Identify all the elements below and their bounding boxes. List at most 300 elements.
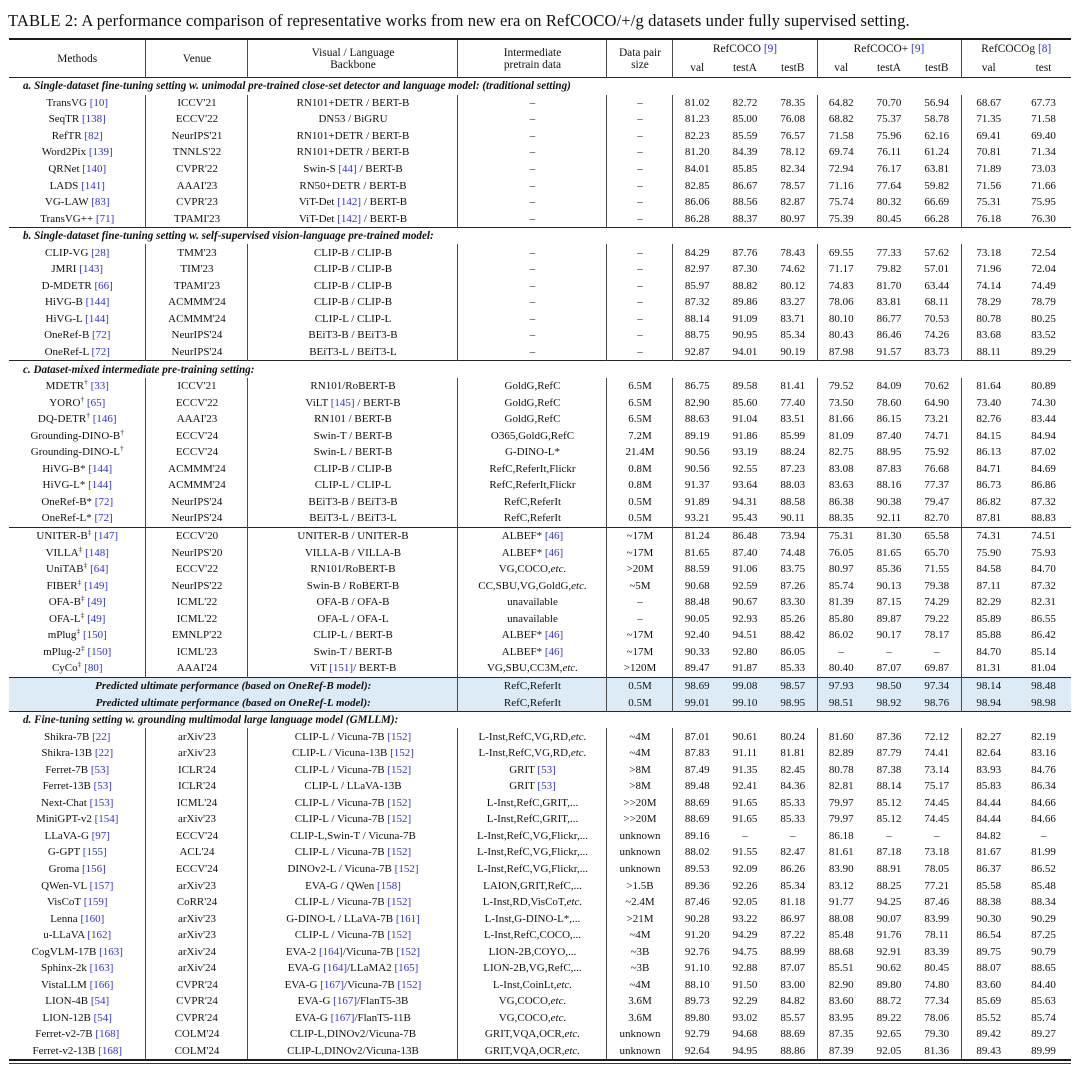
refcocog-val-cell: 75.31: [961, 194, 1016, 211]
pretrain-data-cell: RefC,ReferIt: [458, 677, 607, 694]
refcocog-val-cell: 88.07: [961, 960, 1016, 977]
refcoco-testa-cell: 91.04: [732, 413, 758, 426]
citation-ref[interactable]: [28]: [91, 246, 110, 259]
col-group-refcoco-plus: RefCOCO+ [9]: [817, 39, 961, 59]
refcocog-val-cell: 80.78: [961, 311, 1016, 328]
venue-cell: NeurIPS'24: [146, 510, 248, 527]
refcocog-val-cell: 84.71: [961, 461, 1016, 478]
refcoco-testb-cell: 76.57: [780, 129, 806, 142]
citation-ref[interactable]: [168]: [98, 1044, 122, 1057]
pretrain-data-cell: LION-2B,VG,RefC,...: [458, 960, 607, 977]
backbone-cell: CLIP-L / Vicuna-7B [152]: [248, 894, 458, 911]
refcoco-testb-cell: 85.57: [780, 1011, 806, 1024]
refcoco-val-cell: 86.28: [673, 210, 721, 227]
refcoco-val-cell: 92.87: [673, 344, 721, 361]
refcoco-val-cell: 88.48: [673, 594, 721, 611]
venue-cell: COLM'24: [146, 1026, 248, 1043]
citation-ref[interactable]: [144]: [88, 479, 112, 492]
citation-ref[interactable]: [152]: [387, 929, 412, 942]
refcoco-plus-testa-cell: 88.95: [876, 446, 902, 459]
refcocog-test-cell: 67.73: [1031, 96, 1056, 109]
venue-cell: arXiv'23: [146, 927, 248, 944]
refcocog-test-cell: 87.02: [1031, 446, 1056, 459]
citation-ref[interactable]: [152]: [387, 896, 412, 909]
venue-cell: TNNLS'22: [146, 144, 248, 161]
refcoco-testb-cell: 78.57: [780, 179, 806, 192]
refcocog-val-cell: 87.81: [961, 510, 1016, 527]
table-row: [9, 778, 1071, 795]
table-row: [9, 494, 1071, 511]
citation-ref[interactable]: [53]: [537, 780, 556, 793]
citation-ref[interactable]: [71]: [95, 212, 115, 225]
method-cell: Lenna [160]: [50, 912, 105, 925]
backbone-cell: Swin-T / BERT-B: [248, 427, 458, 444]
refcocog-val-cell: 85.52: [961, 1010, 1016, 1027]
citation-ref[interactable]: [152]: [394, 862, 419, 875]
method-cell: FIBER‡ [149]: [46, 577, 108, 592]
refcocog-test-cell: 75.95: [1031, 196, 1056, 209]
citation-ref[interactable]: [65]: [86, 396, 106, 409]
refcocog-val-cell: 71.96: [961, 261, 1016, 278]
subcol-refcocog-val: val: [961, 59, 1016, 78]
citation-ref[interactable]: [72]: [94, 512, 113, 525]
backbone-cell: RN101/RoBERT-B: [248, 561, 458, 578]
refcocog-val-cell: 69.41: [961, 128, 1016, 145]
refcoco-plus-testa-cell: 79.82: [876, 263, 902, 276]
refcocog-val-cell: 71.56: [961, 177, 1016, 194]
refcoco-testb-cell: 87.07: [780, 962, 806, 975]
refcoco-plus-testb-cell: 63.81: [924, 163, 950, 175]
pretrain-data-cell: –: [458, 278, 607, 295]
data-pair-size-cell: 3.6M: [607, 1010, 673, 1027]
refcoco-testb-cell: 84.82: [780, 995, 806, 1008]
citation-ref[interactable]: [152]: [397, 978, 422, 991]
refcoco-plus-testa-cell: 88.14: [876, 780, 902, 793]
method-cell: HiVG-L* [144]: [42, 479, 112, 492]
data-pair-size-cell: –: [607, 111, 673, 128]
backbone-cell: Swin-L / BERT-B: [248, 444, 458, 461]
citation-ref[interactable]: [142]: [337, 212, 362, 225]
method-cell: TransVG [10]: [46, 96, 109, 109]
venue-cell: arXiv'23: [146, 811, 248, 828]
refcocog-test-cell: 82.19: [1031, 730, 1056, 743]
refcocog-val-cell: 81.31: [961, 660, 1016, 677]
citation-ref[interactable]: [9]: [763, 43, 778, 56]
refcoco-plus-testa-cell: 76.11: [876, 146, 902, 159]
citation-ref[interactable]: [144]: [85, 296, 110, 309]
pretrain-data-cell: L-Inst,RD,VisCoT,etc.: [458, 894, 607, 911]
refcoco-testa-cell: 89.86: [732, 296, 758, 309]
citation-ref[interactable]: [139]: [88, 146, 113, 159]
refcoco-val-cell: 87.46: [673, 894, 721, 911]
refcoco-plus-testb-cell: 77.34: [924, 995, 950, 1008]
citation-ref[interactable]: [161]: [395, 912, 420, 925]
subcol-refcoco-val: val: [673, 59, 721, 78]
citation-ref[interactable]: [164]: [323, 962, 348, 975]
pretrain-data-cell: unavailable: [458, 611, 607, 628]
refcoco-val-cell: 92.40: [673, 627, 721, 644]
subcol-refcoco-testb: testB: [781, 61, 805, 74]
refcoco-plus-testb-cell: 73.21: [924, 413, 950, 426]
pretrain-data-cell: RefC,ReferIt: [458, 494, 607, 511]
refcocog-val-cell: 78.29: [961, 294, 1016, 311]
citation-ref[interactable]: [145]: [330, 396, 355, 409]
refcoco-plus-testb-cell: 77.37: [924, 479, 950, 492]
refcoco-testa-cell: 91.65: [732, 796, 758, 809]
citation-ref[interactable]: [152]: [387, 730, 412, 743]
data-pair-size-cell: 21.4M: [607, 444, 673, 461]
refcoco-val-cell: 89.19: [673, 427, 721, 444]
data-pair-size-cell: ~17M: [607, 627, 673, 644]
data-pair-size-cell: –: [607, 294, 673, 311]
method-cell: Groma [156]: [48, 862, 106, 875]
refcoco-testb-cell: 88.03: [780, 479, 806, 492]
refcoco-testa-cell: 91.09: [732, 312, 758, 325]
citation-ref[interactable]: [166]: [89, 978, 114, 991]
refcoco-plus-testb-cell: –: [934, 829, 940, 842]
table-row: [9, 1010, 1071, 1027]
citation-ref[interactable]: [80]: [84, 662, 103, 675]
refcoco-testa-cell: 92.29: [732, 995, 758, 1008]
refcoco-testa-cell: 92.59: [732, 579, 758, 592]
refcoco-plus-testa-cell: 87.40: [876, 429, 902, 442]
refcoco-testb-cell: 88.69: [780, 1028, 806, 1041]
pretrain-data-cell: GRIT [53]: [458, 778, 607, 795]
citation-ref[interactable]: [152]: [387, 846, 412, 859]
citation-ref[interactable]: [150]: [87, 645, 112, 658]
refcoco-plus-testa-cell: 77.33: [876, 246, 902, 259]
table-row: [9, 877, 1071, 894]
refcoco-plus-testb-cell: 73.14: [924, 763, 950, 776]
citation-ref[interactable]: [44]: [338, 163, 357, 175]
data-pair-size-cell: –: [607, 278, 673, 295]
pretrain-data-cell: VG,COCO,etc.: [458, 1010, 607, 1027]
citation-ref[interactable]: [33]: [90, 380, 109, 393]
refcoco-plus-testb-cell: 74.80: [924, 978, 950, 991]
venue-cell: ICLR'24: [146, 761, 248, 778]
citation-ref[interactable]: [72]: [94, 495, 114, 508]
table-row: [9, 527, 1071, 544]
refcocog-val-cell: 82.27: [961, 728, 1016, 745]
citation-ref[interactable]: [141]: [81, 179, 105, 192]
refcoco-plus-val-cell: 82.75: [817, 444, 865, 461]
refcocog-test-cell: 84.40: [1031, 978, 1056, 991]
citation-ref[interactable]: [149]: [84, 579, 108, 592]
refcocog-val-cell: 84.58: [961, 561, 1016, 578]
citation-ref[interactable]: [167]: [330, 1011, 355, 1024]
refcoco-plus-testa-cell: –: [886, 829, 892, 842]
pretrain-data-cell: –: [458, 210, 607, 227]
venue-cell: ECCV'24: [146, 444, 248, 461]
citation-ref[interactable]: [163]: [99, 945, 123, 958]
citation-ref[interactable]: [152]: [387, 796, 412, 809]
data-pair-size-cell: ~4M: [607, 745, 673, 762]
citation-ref[interactable]: [155]: [82, 846, 107, 859]
table-row: [9, 795, 1071, 812]
refcocog-test-cell: 86.86: [1031, 479, 1056, 492]
citation-ref[interactable]: [54]: [93, 1011, 112, 1024]
refcocog-test-cell: 88.83: [1031, 512, 1056, 525]
venue-cell: ECCV'20: [146, 527, 248, 544]
refcoco-plus-val-cell: 98.51: [817, 694, 865, 711]
citation-ref[interactable]: [158]: [377, 879, 401, 892]
refcoco-testa-cell: 86.48: [732, 530, 758, 543]
refcoco-plus-testa-cell: 80.45: [876, 212, 902, 225]
data-pair-size-cell: unknown: [607, 844, 673, 861]
table-row: [9, 1043, 1071, 1061]
backbone-cell: CLIP-L,Swin-T / Vicuna-7B: [248, 828, 458, 845]
table-row: [9, 943, 1071, 960]
citation-ref[interactable]: [22]: [92, 730, 111, 743]
pretrain-data-cell: –: [458, 327, 607, 344]
refcoco-val-cell: 87.83: [673, 745, 721, 762]
venue-cell: TIM'23: [146, 261, 248, 278]
table-caption: TABLE 2: A performance comparison of representative works from new era on RefCOCO/+/g datasets under fully supervised setting.: [8, 11, 910, 30]
citation-ref[interactable]: [54]: [90, 995, 110, 1008]
refcoco-testa-cell: 88.82: [732, 279, 758, 292]
refcoco-val-cell: 90.56: [673, 461, 721, 478]
refcoco-val-cell: 84.01: [673, 161, 721, 178]
refcoco-plus-testa-cell: 76.17: [876, 163, 902, 175]
citation-ref[interactable]: [46]: [544, 546, 564, 559]
refcoco-plus-testa-cell: 85.12: [876, 796, 902, 809]
refcoco-plus-testb-cell: 78.17: [924, 629, 950, 642]
refcoco-plus-testb-cell: 56.94: [924, 96, 950, 109]
citation-ref[interactable]: [82]: [84, 129, 103, 142]
venue-cell: ICML'24: [146, 795, 248, 812]
citation-ref[interactable]: [53]: [537, 763, 556, 776]
venue-cell: NeurIPS'24: [146, 327, 248, 344]
citation-ref[interactable]: [46]: [544, 629, 564, 642]
method-cell: HiVG-B* [144]: [42, 462, 113, 475]
method-cell: OFA-L‡ [49]: [49, 610, 106, 625]
data-pair-size-cell: ~17M: [607, 644, 673, 661]
refcoco-testa-cell: 91.65: [732, 813, 758, 826]
table-row: [9, 660, 1071, 677]
refcoco-val-cell: 89.36: [673, 877, 721, 894]
citation-ref[interactable]: [22]: [94, 747, 114, 760]
citation-ref[interactable]: [72]: [91, 346, 110, 359]
citation-ref[interactable]: [53]: [90, 763, 110, 776]
refcoco-plus-testa-cell: 87.07: [876, 662, 902, 675]
citation-ref[interactable]: [8]: [1037, 43, 1052, 56]
refcoco-plus-testa-cell: 78.60: [876, 396, 902, 409]
citation-ref[interactable]: [156]: [81, 862, 106, 875]
citation-ref[interactable]: [163]: [89, 962, 114, 975]
refcoco-val-cell: 81.20: [673, 144, 721, 161]
backbone-cell: VILLA-B / VILLA-B: [248, 544, 458, 561]
citation-ref[interactable]: [165]: [394, 962, 419, 975]
backbone-cell: RN101 / BERT-B: [248, 411, 458, 428]
data-pair-size-cell: –: [607, 95, 673, 112]
citation-ref[interactable]: [46]: [544, 645, 564, 658]
section-header-label: d. Fine-tuning setting w. grounding multimodal large language model (GMLLM):: [22, 714, 399, 727]
citation-ref[interactable]: [152]: [396, 945, 421, 958]
refcoco-testb-cell: 98.57: [780, 679, 806, 692]
refcoco-plus-val-cell: 71.16: [817, 177, 865, 194]
refcoco-plus-val-cell: 87.98: [817, 344, 865, 361]
citation-ref[interactable]: [157]: [89, 879, 114, 892]
citation-ref[interactable]: [49]: [87, 596, 106, 609]
refcocog-test-cell: 84.66: [1031, 796, 1056, 809]
refcoco-testb-cell: 85.99: [780, 429, 806, 442]
venue-cell: CVPR'24: [146, 993, 248, 1010]
refcoco-val-cell: 90.33: [673, 644, 721, 661]
data-pair-size-cell: >>20M: [607, 811, 673, 828]
pretrain-data-cell: L-Inst,RefC,VG,RD,etc.: [458, 728, 607, 745]
refcoco-plus-testb-cell: 71.55: [924, 563, 950, 576]
table-row: [9, 644, 1071, 661]
refcoco-plus-testa-cell: 98.92: [876, 696, 902, 709]
citation-ref[interactable]: [46]: [544, 530, 564, 543]
citation-ref[interactable]: [53]: [93, 780, 112, 793]
refcocog-val-cell: 83.93: [961, 761, 1016, 778]
refcoco-testb-cell: 74.48: [780, 546, 806, 559]
refcoco-testb-cell: 88.24: [780, 446, 806, 459]
data-pair-size-cell: 0.8M: [607, 461, 673, 478]
citation-ref[interactable]: [83]: [91, 196, 110, 209]
method-cell: HiVG-B [144]: [45, 296, 110, 309]
citation-ref[interactable]: [144]: [85, 312, 109, 325]
citation-ref[interactable]: [164]: [319, 945, 343, 958]
citation-ref[interactable]: [151]: [329, 662, 354, 675]
citation-ref[interactable]: [159]: [83, 896, 108, 909]
citation-ref[interactable]: [162]: [87, 929, 112, 942]
citation-ref[interactable]: [152]: [387, 813, 412, 826]
refcoco-testb-cell: 77.40: [780, 396, 806, 409]
refcoco-testb-cell: 78.12: [780, 146, 806, 159]
refcoco-val-cell: 93.21: [673, 510, 721, 527]
refcoco-plus-val-cell: 88.08: [817, 910, 865, 927]
data-pair-size-cell: 0.5M: [607, 510, 673, 527]
pretrain-data-cell: unavailable: [458, 594, 607, 611]
refcocog-test-cell: 83.16: [1031, 747, 1056, 760]
citation-ref[interactable]: [140]: [82, 163, 107, 175]
citation-ref[interactable]: [10]: [89, 96, 109, 109]
method-cell: VistaLLM [166]: [41, 978, 114, 991]
citation-ref[interactable]: [148]: [85, 546, 109, 559]
citation-ref[interactable]: [152]: [390, 747, 414, 760]
refcoco-testa-cell: 92.09: [732, 862, 758, 875]
refcoco-testa-cell: 92.93: [732, 612, 758, 625]
refcoco-plus-testb-cell: –: [934, 645, 940, 658]
refcoco-plus-val-cell: 86.02: [817, 627, 865, 644]
refcoco-val-cell: 90.05: [673, 611, 721, 628]
venue-cell: ACMMM'24: [146, 477, 248, 494]
table-row: [9, 477, 1071, 494]
refcoco-testb-cell: 83.71: [780, 312, 806, 325]
section-header-row: [9, 78, 1071, 95]
pretrain-data-cell: GRIT,VQA,OCR,etc.: [458, 1026, 607, 1043]
refcoco-val-cell: 91.10: [673, 960, 721, 977]
refcoco-testb-cell: 88.99: [780, 945, 806, 958]
backbone-cell: ViT-Det [142] / BERT-B: [248, 210, 458, 227]
citation-ref[interactable]: [64]: [90, 563, 109, 576]
citation-ref[interactable]: [167]: [320, 978, 345, 991]
refcoco-val-cell: 88.02: [673, 844, 721, 861]
pretrain-data-cell: GoldG,RefC: [458, 378, 607, 395]
refcoco-plus-val-cell: 83.60: [817, 993, 865, 1010]
venue-cell: NeurIPS'22: [146, 577, 248, 594]
refcoco-plus-testb-cell: 74.41: [924, 747, 950, 760]
backbone-cell: CLIP-L / CLIP-L: [248, 477, 458, 494]
pretrain-data-cell: –: [458, 261, 607, 278]
data-pair-size-cell: –: [607, 210, 673, 227]
citation-ref[interactable]: [49]: [87, 612, 106, 625]
refcoco-plus-testb-cell: 79.38: [924, 579, 950, 592]
table-row: [9, 960, 1071, 977]
citation-ref[interactable]: [168]: [95, 1028, 120, 1041]
citation-ref[interactable]: [144]: [88, 462, 113, 475]
refcoco-plus-testa-cell: 75.37: [876, 113, 902, 126]
refcocog-test-cell: 71.34: [1031, 146, 1056, 159]
refcoco-plus-testb-cell: 80.45: [924, 962, 950, 975]
refcocog-val-cell: 84.82: [961, 828, 1016, 845]
citation-ref[interactable]: [142]: [337, 196, 362, 209]
data-pair-size-cell: unknown: [607, 861, 673, 878]
citation-ref[interactable]: [153]: [89, 796, 114, 809]
backbone-cell: BEiT3-B / BEiT3-B: [248, 494, 458, 511]
table-row: [9, 278, 1071, 295]
refcocog-test-cell: 86.52: [1031, 862, 1056, 875]
refcoco-plus-testa-cell: 86.77: [876, 312, 902, 325]
col-header-venue: Venue: [146, 39, 248, 78]
refcoco-val-cell: 88.69: [673, 811, 721, 828]
citation-ref[interactable]: [66]: [94, 279, 113, 292]
refcoco-plus-testb-cell: 76.68: [924, 462, 950, 475]
refcoco-plus-testb-cell: 75.92: [924, 446, 950, 459]
table-row: [9, 461, 1071, 478]
citation-ref[interactable]: [154]: [94, 813, 119, 826]
refcoco-plus-val-cell: 82.90: [817, 977, 865, 994]
backbone-cell: Swin-T / BERT-B: [248, 644, 458, 661]
method-cell: LADS [141]: [49, 179, 105, 192]
table-row: [9, 111, 1071, 128]
table-row: [9, 444, 1071, 461]
method-cell: Word2Pix [139]: [41, 146, 113, 159]
citation-ref[interactable]: [167]: [333, 995, 357, 1008]
citation-ref[interactable]: [146]: [92, 413, 117, 426]
citation-ref[interactable]: [72]: [92, 329, 111, 342]
citation-ref[interactable]: [147]: [94, 530, 119, 543]
subcol-refcoco-plus-val: val: [817, 59, 865, 78]
refcoco-testa-cell: 86.67: [732, 179, 758, 192]
citation-ref[interactable]: [138]: [81, 113, 106, 126]
citation-ref[interactable]: [9]: [911, 43, 925, 56]
data-pair-size-cell: >8M: [607, 778, 673, 795]
refcoco-plus-testa-cell: 91.57: [876, 346, 902, 359]
refcoco-testb-cell: 81.81: [780, 747, 806, 760]
citation-ref[interactable]: [152]: [387, 763, 412, 776]
citation-ref[interactable]: [97]: [91, 829, 110, 842]
refcoco-val-cell: 82.23: [673, 128, 721, 145]
table-row: [9, 861, 1071, 878]
citation-ref[interactable]: [143]: [79, 263, 104, 276]
table-row: [9, 144, 1071, 161]
citation-ref[interactable]: [150]: [82, 629, 107, 642]
col-header-pretrain-data: Intermediate pretrain data: [458, 39, 607, 78]
refcoco-testa-cell: 94.95: [732, 1044, 758, 1057]
table-bottom-rule: [9, 1063, 1071, 1064]
backbone-cell: EVA-2 [164]/Vicuna-7B [152]: [248, 943, 458, 960]
refcocog-val-cell: 89.43: [961, 1043, 1016, 1061]
refcoco-plus-testa-cell: –: [886, 645, 892, 658]
venue-cell: TPAMI'23: [146, 210, 248, 227]
citation-ref[interactable]: [160]: [80, 912, 105, 925]
col-group-refcoco: RefCOCO [9]: [673, 39, 817, 59]
refcoco-testb-cell: 76.08: [780, 113, 806, 126]
refcoco-plus-testb-cell: 74.29: [924, 596, 950, 609]
